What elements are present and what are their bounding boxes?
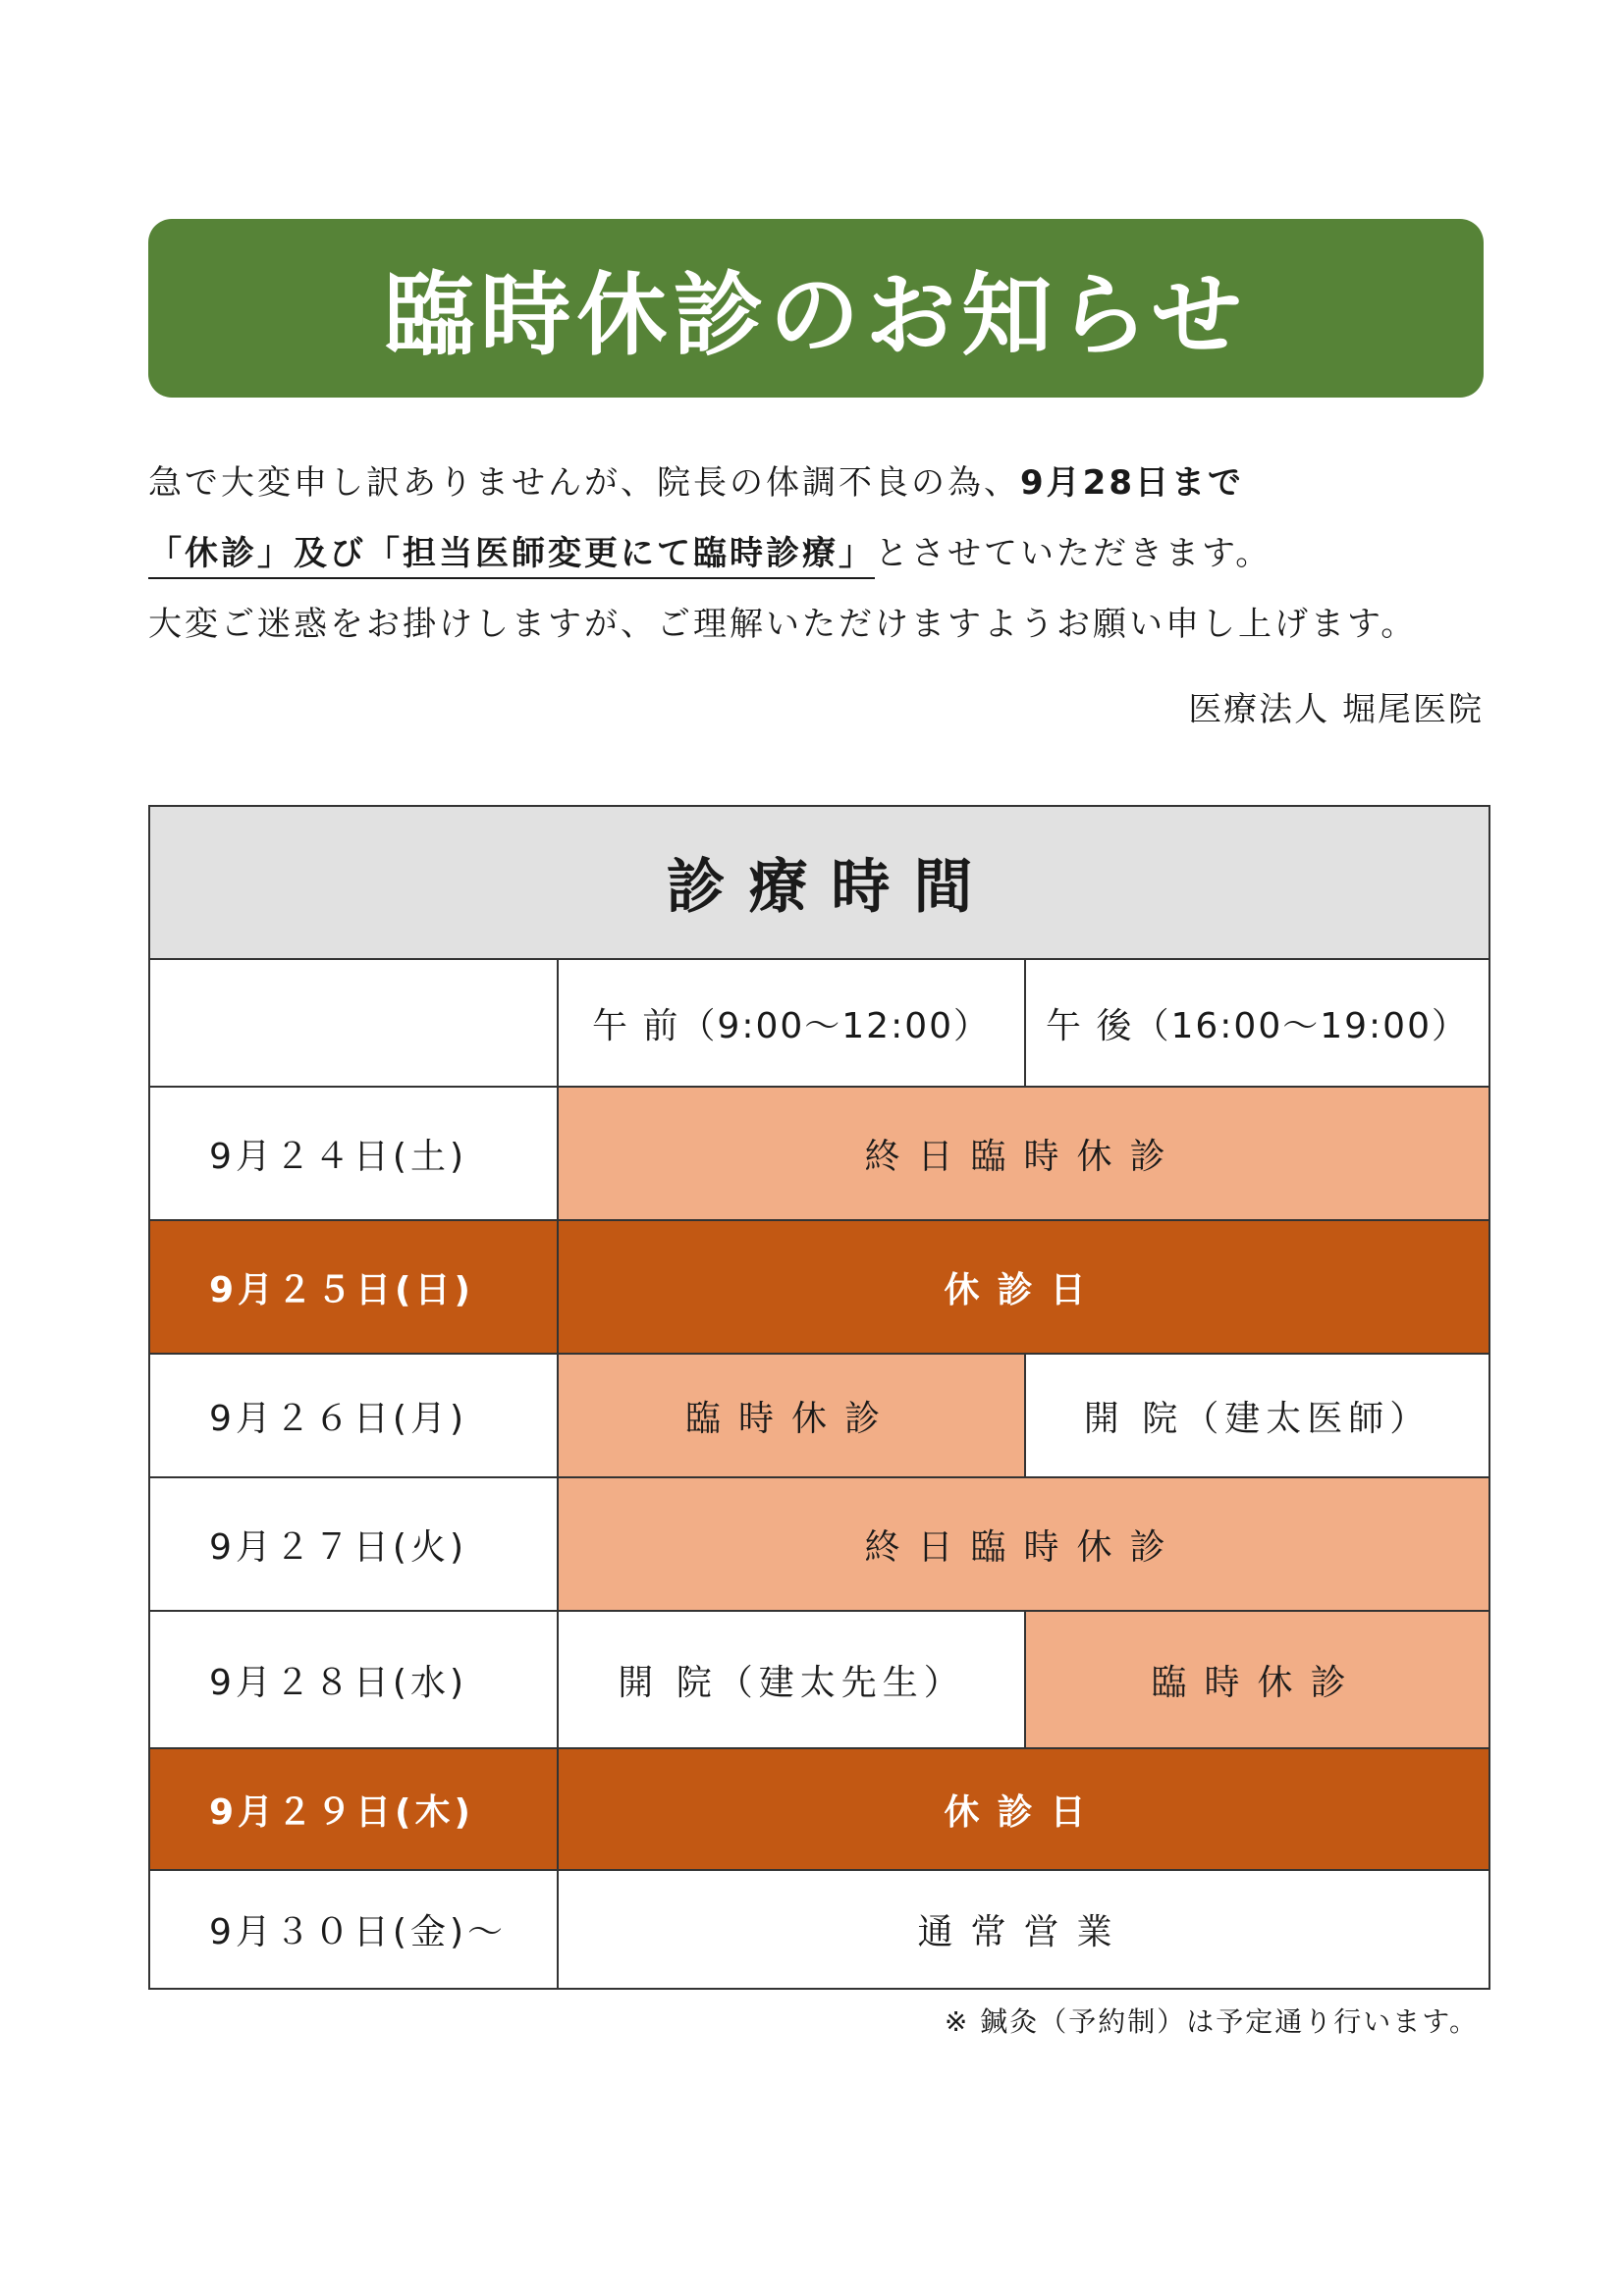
row-am-26: 臨時休診 bbox=[559, 1355, 1026, 1478]
intro-status-highlight: 「休診」及び「担当医師変更にて臨時診療」 bbox=[148, 534, 875, 579]
row-pm-26: 開 院（建太医師） bbox=[1026, 1355, 1489, 1478]
intro-line-1-text: 急で大変申し訳ありませんが、院長の体調不良の為、 bbox=[148, 463, 1020, 503]
schedule-header bbox=[150, 807, 1489, 960]
schedule-table bbox=[148, 805, 1490, 1990]
row-day-28: 9月２８日(水) bbox=[150, 1612, 559, 1749]
row-am-28: 開 院（建太先生） bbox=[559, 1612, 1026, 1749]
schedule-title: 診療時間 bbox=[666, 853, 997, 922]
row-day-27: 9月２７日(火) bbox=[150, 1478, 559, 1612]
header-am: 午 前（9:00〜12:00） bbox=[559, 960, 1026, 1088]
row-day-30: 9月３０日(金)〜 bbox=[150, 1871, 559, 1988]
page-title: 臨時休診のお知らせ bbox=[384, 263, 1248, 368]
row-status-24: 終日臨時休診 bbox=[559, 1088, 1489, 1221]
row-pm-28: 臨時休診 bbox=[1026, 1612, 1489, 1749]
row-day-29: 9月２９日(木) bbox=[150, 1749, 559, 1871]
row-day-25: 9月２５日(日) bbox=[150, 1221, 559, 1355]
acupuncture-note: ※ 鍼灸（予約制）は予定通り行います。 bbox=[944, 2005, 1479, 2038]
row-status-25: 休診日 bbox=[559, 1221, 1489, 1355]
header-pm: 午 後（16:00〜19:00） bbox=[1026, 960, 1489, 1088]
intro-line-1 bbox=[148, 454, 1493, 524]
intro-text bbox=[148, 454, 1493, 666]
row-day-24: 9月２４日(土) bbox=[150, 1088, 559, 1221]
row-status-30: 通常営業 bbox=[917, 1912, 1130, 1952]
intro-line-2-text: とさせていただきます。 bbox=[875, 534, 1272, 573]
intro-line-3: 大変ご迷惑をお掛けしますが、ご理解いただけますようお願い申し上げます。 bbox=[148, 605, 1418, 644]
header-corner-cell bbox=[150, 960, 559, 1088]
title-banner bbox=[148, 219, 1484, 398]
intro-deadline: 9月28日まで bbox=[1020, 463, 1244, 503]
clinic-signature: 医療法人 堀尾医院 bbox=[1188, 690, 1484, 729]
row-status-27: 終日臨時休診 bbox=[559, 1478, 1489, 1612]
intro-line-2 bbox=[148, 524, 1493, 595]
row-status-29: 休診日 bbox=[559, 1749, 1489, 1871]
row-day-26: 9月２６日(月) bbox=[150, 1355, 559, 1478]
